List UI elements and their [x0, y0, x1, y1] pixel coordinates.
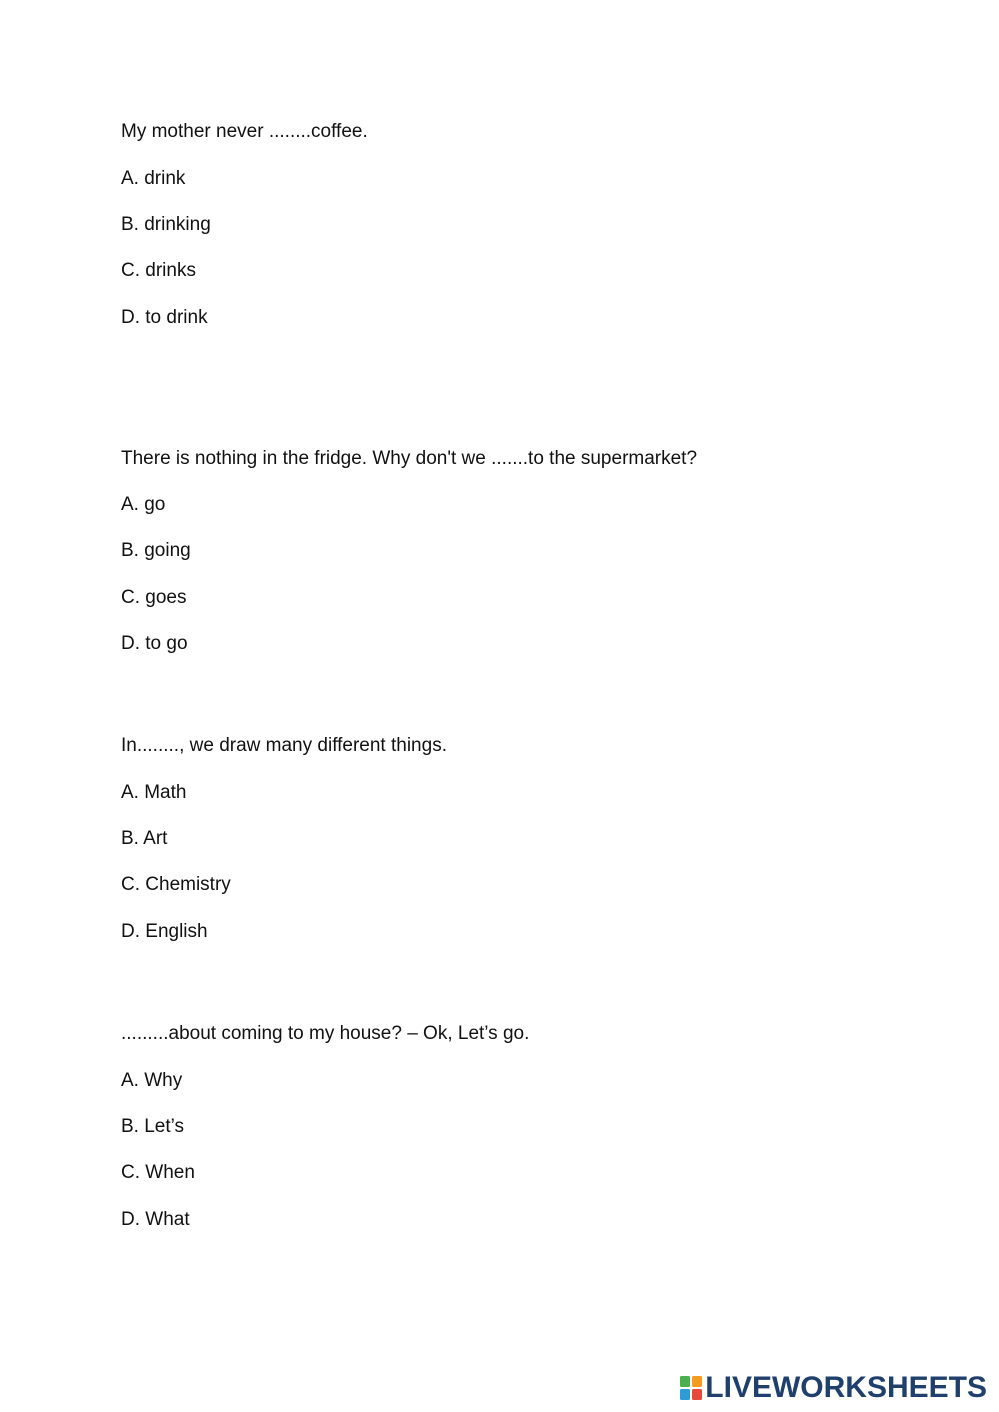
question-4-option-d[interactable]: D. What — [121, 1209, 190, 1230]
question-1-option-a[interactable]: A. drink — [121, 168, 186, 189]
liveworksheets-logo — [680, 1372, 987, 1404]
question-4-option-a[interactable]: A. Why — [121, 1070, 183, 1091]
question-4-option-b[interactable]: B. Let’s — [121, 1116, 185, 1137]
question-2-option-a[interactable]: A. go — [121, 494, 166, 515]
question-3-option-a[interactable]: A. Math — [121, 782, 187, 803]
question-3-option-c[interactable]: C. Chemistry — [121, 874, 231, 895]
question-3-option-b[interactable]: B. Art — [121, 828, 168, 849]
question-1-option-c[interactable]: C. drinks — [121, 260, 196, 281]
question-1-option-d[interactable]: D. to drink — [121, 307, 208, 328]
question-3-prompt: In........, we draw many different things. — [121, 735, 447, 756]
question-2-option-b[interactable]: B. going — [121, 540, 191, 561]
question-4-option-c[interactable]: C. When — [121, 1162, 195, 1183]
liveworksheets-logo-icon — [680, 1376, 702, 1400]
question-1-option-b[interactable]: B. drinking — [121, 214, 211, 235]
question-2-option-c[interactable]: C. goes — [121, 587, 187, 608]
liveworksheets-logo-text: LIVEWORKSHEETS — [705, 1371, 987, 1404]
question-2-option-d[interactable]: D. to go — [121, 633, 188, 654]
question-1-prompt: My mother never ........coffee. — [121, 121, 368, 142]
question-3-option-d[interactable]: D. English — [121, 921, 208, 942]
question-2-prompt: There is nothing in the fridge. Why don't we .......to the supermarket? — [121, 448, 698, 469]
question-4-prompt: .........about coming to my house? – Ok, Let’s go. — [121, 1023, 530, 1044]
